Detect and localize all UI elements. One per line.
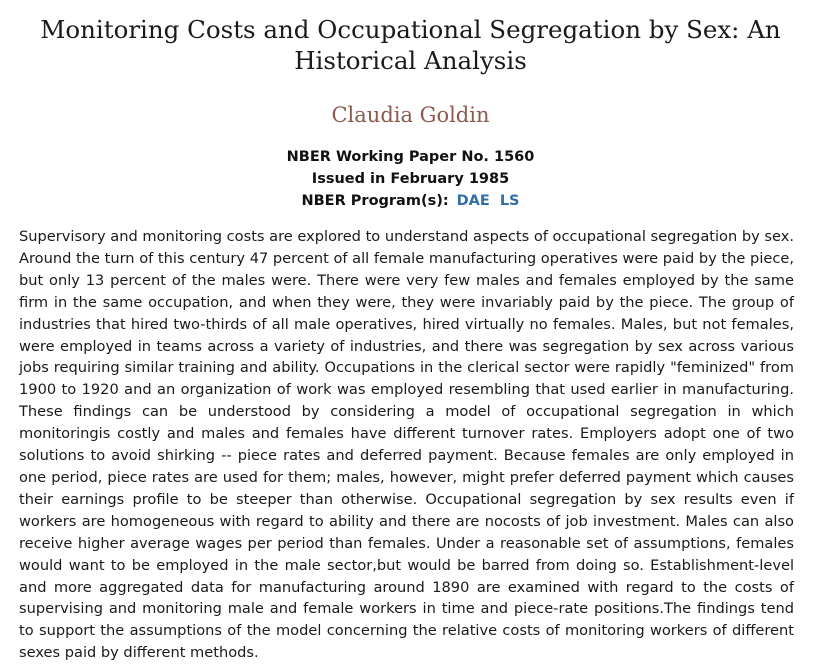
issue-date: Issued in February 1985	[311, 171, 510, 187]
abstract-text: Supervisory and monitoring costs are explored to understand aspects of occupational segregation by sex. Around the turn of this century 47 percent of all female manufacturing operatives were paid by the piece, but only 13 percent of the males were. There were very few males and females employed by the same firm in the same occupation, and when they were, they were invariably paid by the piece. The group of industries that hired two-thirds of all male operatives, hired virtually no females. Males, but not females, were employed in teams across a variety of industries, and there was segregation by sex across various jobs requiring similar training and ability. Occupations in the clerical sector were rapidly "feminized" from 1900 to 1920 and an organization of work was employed resembling that used earlier in manufacturing. These findings can be understood by considering a model of occupational segregation in which monitoringis costly and males and females have different turnover rates. Employers adopt one of two solutions to avoid shirking -- piece rates and deferred payment. Because females are only employed in one period, piece rates are used for them; males, however, might prefer deferred payment which causes their earnings profile to be steeper than otherwise. Occupational segregation by sex results even if workers are homogeneous with regard to ability and there are nocosts of job investment. Males can also receive higher average wages per period than females. Under a reasonable set of assumptions, females would want to be employed in the male sector,but would be barred from doing so. Establishment-level and more aggregated data for manufacturing around 1890 are examined with regard to the costs of supervising and monitoring male and female workers in time and piece-rate positions.The findings tend to support the assumptions of the model concerning the relative costs of monitoring workers of different sexes paid by different methods.	[19, 228, 794, 662]
author-name: Claudia Goldin	[331, 103, 490, 127]
working-paper-number: NBER Working Paper No. 1560	[286, 149, 535, 165]
program-link-ls[interactable]: LS	[499, 193, 520, 209]
program-label: NBER Program(s):	[301, 193, 449, 209]
paper-title: Monitoring Costs and Occupational Segregation by Sex: An Historical Analysis	[40, 15, 781, 75]
paper-meta	[0, 146, 821, 212]
program-line	[0, 190, 821, 212]
program-link-dae[interactable]: DAE	[456, 193, 490, 209]
